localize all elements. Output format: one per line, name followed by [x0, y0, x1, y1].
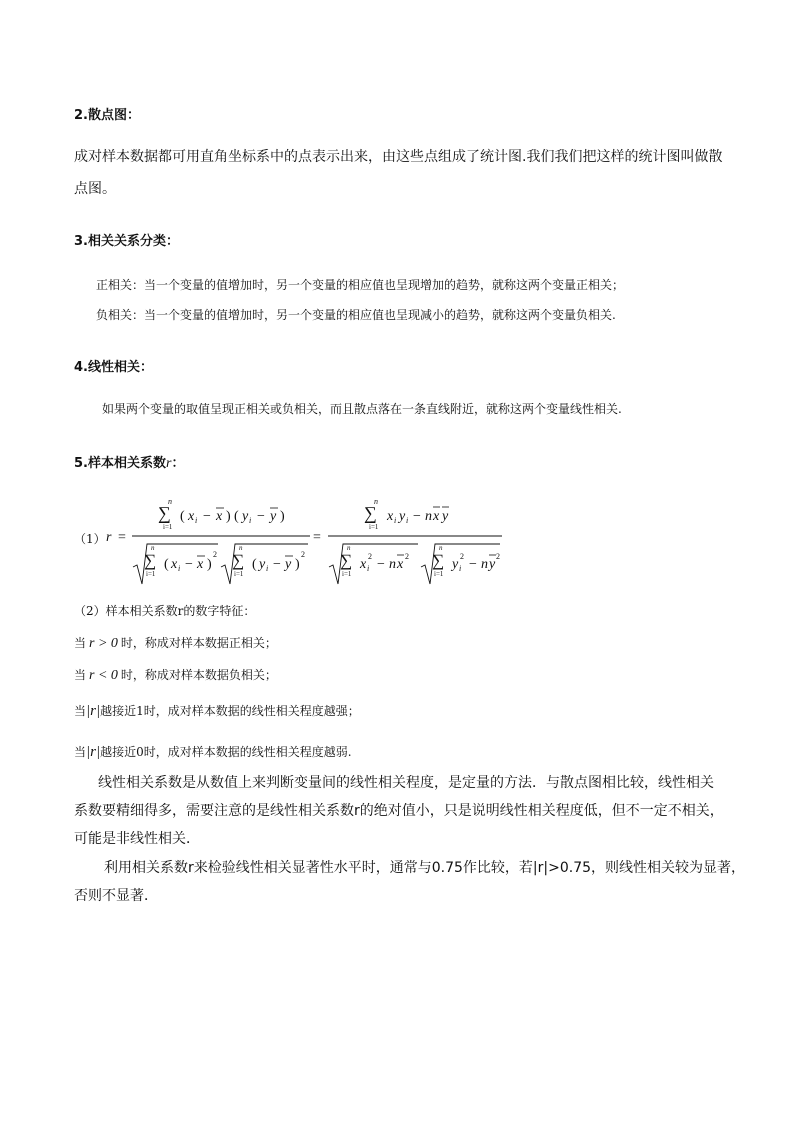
formula-den3-sub: i	[367, 564, 370, 573]
r-negative-suffix: 时，称成对样本数据负相关；	[120, 668, 277, 682]
r-negative-prefix: 当	[74, 668, 87, 682]
positive-correlation-text: 正相关：当一个变量的值增加时，另一个变量的相应值也呈现增加的趋势，就称这两个变量正相关；	[96, 278, 625, 292]
formula-sigma-2: ∑	[144, 551, 157, 570]
para1-line2: 系数要精细得多，需要注意的是线性相关系数r的绝对值小，只是说明线性相关程度低，但不一定不相关，	[74, 803, 724, 819]
formula-den1-minus: −	[185, 557, 193, 572]
formula-num1-left2: (	[234, 509, 239, 524]
formula-den1-sq: 2	[213, 550, 217, 559]
formula-den3-xbar: x	[397, 557, 404, 572]
section-5-heading-var: r	[165, 456, 172, 471]
negative-correlation-text: 负相关：当一个变量的值增加时，另一个变量的相应值也呈现减小的趋势，就称这两个变量负相关.	[96, 308, 616, 322]
para1-line3: 可能是非线性相关．	[74, 831, 200, 847]
formula-r: r	[106, 530, 112, 545]
formula-den2-sq: 2	[301, 550, 305, 559]
formula-sigma-1: ∑	[158, 503, 171, 523]
formula-den4-n: n	[481, 557, 488, 572]
formula-num2-xsub: i	[394, 516, 397, 525]
formula-sigma-6: ∑	[432, 551, 445, 570]
r-weak-prefix: 当	[74, 745, 87, 759]
section-3-heading: 3.相关关系分类：	[74, 234, 179, 249]
formula-num2-xbar: x	[433, 509, 440, 524]
r-strong-prefix: 当	[74, 704, 87, 718]
section-5-heading-prefix: 5.样本相关系数	[74, 456, 166, 471]
formula-num2-n: n	[425, 509, 432, 524]
formula-num1-ybar: y	[270, 509, 277, 524]
formula-eq-1: =	[118, 530, 126, 545]
r-positive-line	[74, 634, 277, 652]
formula-n-6: n	[439, 544, 443, 552]
formula-num2-y: y	[399, 509, 406, 524]
formula-n-4: n	[374, 497, 378, 506]
formula-den1-r: )	[207, 557, 212, 572]
formula-den4-sub: i	[459, 564, 462, 573]
section-2-line1: 成对样本数据都可用直角坐标系中的点表示出来，由这些点组成了统计图.我们我们把这样的统计图叫做散	[74, 149, 723, 165]
formula-num2-ysub: i	[406, 516, 409, 525]
formula-i1-3: i=1	[234, 570, 244, 578]
r-positive-prefix: 当	[74, 636, 87, 650]
formula-den2-l: (	[252, 557, 257, 572]
formula-num1-minus: −	[203, 509, 211, 524]
r-positive-cond: r > 0	[89, 636, 118, 651]
formula-den3-sq2: 2	[405, 552, 409, 561]
formula-num2-minus: −	[413, 509, 421, 524]
formula-i1-2: i=1	[146, 570, 156, 578]
section-5-heading-suffix: ：	[171, 456, 185, 471]
formula-i1-5: i=1	[342, 570, 352, 578]
r-weak-var: |r|	[86, 744, 101, 760]
formula-den1-x: x	[171, 557, 178, 572]
formula-num1-sub: i	[195, 516, 198, 525]
formula-den4-y: y	[452, 557, 459, 572]
section-4-heading: 4.线性相关：	[74, 360, 153, 375]
formula-num2-ybar: y	[442, 509, 449, 524]
r-positive-suffix: 时，称成对样本数据正相关；	[120, 636, 277, 650]
formula-i1-1: i=1	[163, 523, 173, 531]
formula-den1-l: (	[164, 557, 169, 572]
section-5-heading	[74, 452, 184, 472]
para2-line1: 利用相关系数r来检验线性相关显著性水平时，通常与0.75作比较，若|r|>0.75，则线性相关较为显著，	[104, 860, 746, 876]
formula-den4-sq2: 2	[496, 552, 500, 561]
section-2-line2: 点图。	[74, 181, 116, 197]
r-weak-line	[74, 743, 352, 761]
correlation-formula	[100, 492, 510, 592]
formula-den2-y: y	[259, 557, 266, 572]
formula-sigma-4: ∑	[364, 503, 377, 523]
formula-den2-r: )	[295, 557, 300, 572]
formula-n-2: n	[151, 544, 155, 552]
r-weak-suffix: 越接近0时，成对样本数据的线性相关程度越弱.	[100, 745, 352, 759]
item-2-text: （2）样本相关系数r的数字特征：	[74, 604, 256, 618]
formula-den3-sq: 2	[368, 552, 372, 561]
formula-n-3: n	[239, 544, 243, 552]
formula-eq-2: =	[313, 530, 321, 545]
formula-i1-4: i=1	[369, 523, 379, 531]
formula-num2-x: x	[387, 509, 394, 524]
formula-i1-6: i=1	[434, 570, 444, 578]
r-negative-cond: r < 0	[89, 668, 118, 683]
formula-n-5: n	[347, 544, 351, 552]
formula-num1-right: )	[226, 509, 231, 524]
formula-num1-minus2: −	[257, 509, 265, 524]
formula-num1-sub2: i	[249, 516, 252, 525]
formula-num1-xbar: x	[216, 509, 223, 524]
formula-den2-sub: i	[266, 564, 269, 573]
formula-n-1: n	[168, 497, 172, 506]
formula-sigma-5: ∑	[340, 551, 353, 570]
formula-den1-sub: i	[178, 564, 181, 573]
formula-den2-minus: −	[273, 557, 281, 572]
formula-den3-minus: −	[377, 557, 385, 572]
formula-den4-minus: −	[469, 557, 477, 572]
formula-sigma-3: ∑	[232, 551, 245, 570]
item-1-label: （1）	[74, 532, 106, 546]
para1-line1: 线性相关系数是从数值上来判断变量间的线性相关程度，是定量的方法．与散点图相比较，线性相关	[98, 775, 714, 791]
section-2-heading: 2.散点图：	[74, 108, 140, 123]
linear-correlation-text: 如果两个变量的取值呈现正相关或负相关，而且散点落在一条直线附近，就称这两个变量线性相关.	[102, 402, 622, 416]
r-strong-suffix: 越接近1时，成对样本数据的线性相关程度越强；	[100, 704, 360, 718]
formula-num1-left: (	[180, 509, 185, 524]
formula-num1-y: y	[242, 509, 249, 524]
formula-den3-x: x	[360, 557, 367, 572]
formula-num1-right2: )	[280, 509, 285, 524]
para2-line2: 否则不显著．	[74, 888, 158, 904]
formula-den3-n: n	[389, 557, 396, 572]
r-negative-line	[74, 666, 277, 684]
r-strong-var: |r|	[86, 703, 101, 719]
formula-den4-sq: 2	[460, 552, 464, 561]
formula-den2-ybar: y	[285, 557, 292, 572]
formula-num1-x: x	[188, 509, 195, 524]
formula-den1-xbar: x	[197, 557, 204, 572]
r-strong-line	[74, 702, 360, 720]
formula-den4-ybar: y	[489, 557, 496, 572]
